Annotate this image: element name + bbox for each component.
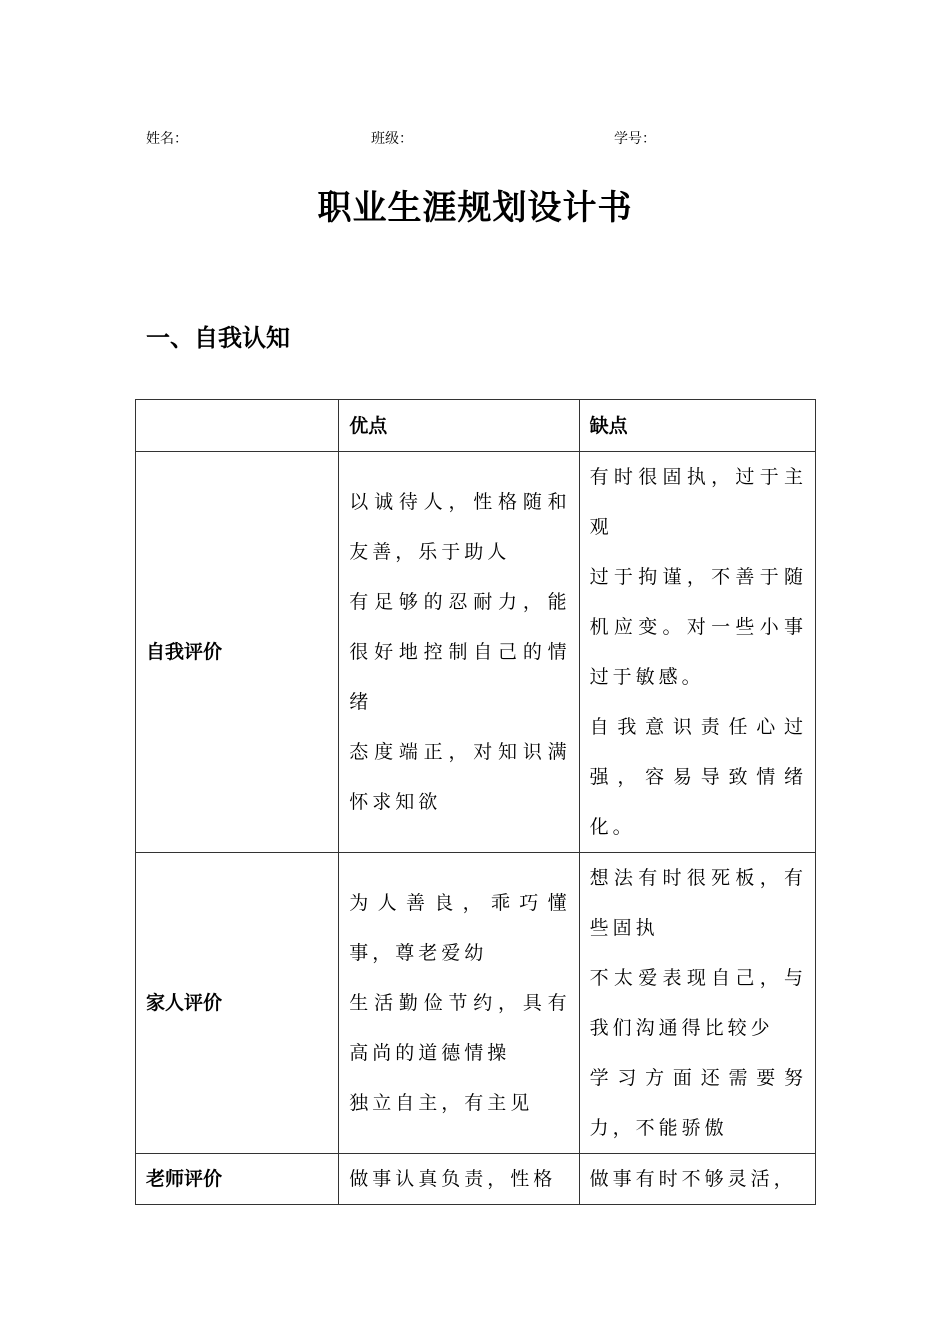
weakness-item: 过于拘谨，不善于随机应变。对一些小事过于敏感。 — [589, 566, 807, 688]
table-row-family-evaluation — [136, 853, 816, 1154]
header-cell-strengths: 优点 — [339, 400, 579, 452]
weakness-item: 有时很固执，过于主观 — [589, 466, 807, 538]
weaknesses-cell — [579, 1154, 815, 1205]
weaknesses-cell — [579, 452, 815, 853]
weakness-item: 学习方面还需要努力，不能骄傲 — [589, 1067, 807, 1139]
table-row-self-evaluation — [136, 452, 816, 853]
header-cell-weaknesses: 缺点 — [579, 400, 815, 452]
weakness-item: 做事有时不够灵活， — [589, 1168, 797, 1190]
row-label-family-evaluation: 家人评价 — [136, 853, 339, 1154]
strength-item: 独立自主，有主见 — [349, 1092, 534, 1114]
name-label: 姓名： — [146, 131, 188, 147]
header-cell-empty — [136, 400, 339, 452]
document-title: 职业生涯规划设计书 — [317, 188, 633, 228]
strength-item: 为人善良，乖巧懂事，尊老爱幼 — [349, 892, 571, 964]
student-info-line — [0, 128, 950, 150]
row-label-teacher-evaluation: 老师评价 — [136, 1154, 339, 1205]
strength-item: 有足够的忍耐力，能很好地控制自己的情绪 — [349, 591, 571, 713]
row-label-self-evaluation: 自我评价 — [136, 452, 339, 853]
self-awareness-table — [135, 399, 816, 1205]
section-heading-self-awareness: 一、自我认知 — [146, 324, 290, 352]
strength-item: 生活勤俭节约，具有高尚的道德情操 — [349, 992, 571, 1064]
weakness-item: 不太爱表现自己，与我们沟通得比较少 — [589, 967, 807, 1039]
table-header-row — [136, 400, 816, 452]
table-row-teacher-evaluation — [136, 1154, 816, 1205]
class-label: 班级： — [371, 131, 413, 147]
weakness-item: 想法有时很死板，有些固执 — [589, 867, 807, 939]
strength-item: 以诚待人，性格随和友善，乐于助人 — [349, 491, 571, 563]
weaknesses-cell — [579, 853, 815, 1154]
strength-item: 做事认真负责，性格 — [349, 1168, 557, 1190]
weakness-item: 自我意识责任心过强，容易导致情绪化。 — [589, 716, 807, 838]
strength-item: 态度端正，对知识满怀求知欲 — [349, 741, 571, 813]
strengths-cell — [339, 1154, 579, 1205]
strengths-cell — [339, 853, 579, 1154]
strengths-cell — [339, 452, 579, 853]
student-id-label: 学号： — [614, 131, 656, 147]
